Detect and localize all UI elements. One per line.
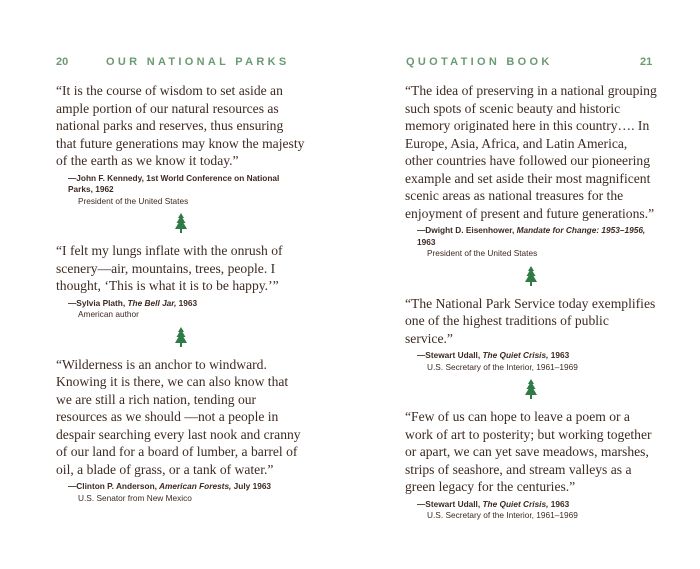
quote-work: The Bell Jar, [125, 297, 177, 308]
quote-author: —Clinton P. Anderson, [68, 481, 157, 491]
pine-tree-divider [405, 266, 657, 288]
quote-block [56, 82, 306, 207]
quote-detail: 1963 [417, 236, 436, 247]
running-head: QUOTATION BOOK [406, 56, 553, 68]
quote-block [56, 356, 306, 505]
page-number: 20 [56, 56, 69, 68]
author-role: American author [78, 309, 139, 319]
author-role: U.S. Senator from New Mexico [78, 492, 192, 503]
running-head: OUR NATIONAL PARKS [106, 56, 290, 68]
quote-author: —Stewart Udall, [417, 498, 481, 509]
quote-block [405, 82, 657, 260]
quote-author: —Sylvia Plath, [68, 297, 126, 308]
quote-attribution [417, 499, 657, 522]
quote-detail: 1st World Conference on National Parks, 1962 [68, 172, 280, 194]
page-number: 21 [640, 56, 653, 68]
quote-attribution [68, 481, 306, 504]
quote-text: “Wilderness is an anchor to windward. Knowing it is there, we can also know that we are still a rich nation, tending our resources as we should —not a people in despair searching every last nook and cranny of our land for a board of lumber, a barrel of oil, a blade of grass, or a tank of water.” [56, 356, 301, 477]
left-page-content [56, 82, 306, 504]
quote-detail: 1963 [548, 350, 570, 360]
quote-author: —Dwight D. Eisenhower, [417, 225, 515, 235]
quote-author: —Stewart Udall, [417, 350, 481, 360]
quote-block [405, 295, 657, 374]
quote-work: Mandate for Change: 1953–1956, [514, 225, 646, 235]
pine-tree-icon [175, 213, 187, 233]
quote-text: “The National Park Service today exemplifies one of the highest traditions of public service.” [405, 295, 656, 346]
quote-text: “It is the course of wisdom to set aside an ample portion of our natural resources as national parks and reserves, thus ensuring that future generations may know the majesty of the earth as we know it today.” [56, 83, 305, 168]
quote-block [405, 408, 657, 522]
quote-text: “I felt my lungs inflate with the onrush of scenery—air, mountains, trees, people. I thought, ‘This is what it is to be happy.’” [56, 243, 283, 293]
quote-detail: 1963 [176, 297, 198, 308]
right-page-content [405, 82, 657, 522]
quote-attribution [417, 225, 657, 260]
quote-text: “Few of us can hope to leave a poem or a work of art to posterity; but working together or apart, we can yet save meadows, marshes, strips of seashore, and stream valleys as a green legacy for the centuries.” [405, 409, 652, 494]
quote-attribution [68, 173, 306, 208]
author-role: U.S. Secretary of the Interior, 1961–1969 [427, 361, 578, 372]
author-role: U.S. Secretary of the Interior, 1961–1969 [427, 510, 578, 520]
author-role: President of the United States [78, 195, 189, 206]
quote-work: American Forests, [156, 481, 232, 491]
pine-tree-icon [175, 327, 187, 347]
quote-work: The Quiet Crisis, [480, 350, 549, 360]
right-page [350, 0, 700, 569]
quote-work: The Quiet Crisis, [480, 498, 549, 509]
quote-detail: July 1963 [231, 481, 272, 491]
author-role: President of the United States [427, 248, 538, 258]
pine-tree-divider [56, 327, 306, 349]
quote-attribution [68, 298, 306, 321]
pine-tree-icon [525, 266, 537, 286]
quote-attribution [417, 350, 657, 373]
quote-author: —John F. Kennedy, [68, 172, 144, 183]
pine-tree-icon [525, 379, 537, 399]
pine-tree-divider [56, 213, 306, 235]
pine-tree-divider [405, 379, 657, 401]
quote-block [56, 242, 306, 321]
quote-detail: 1963 [548, 498, 570, 509]
quote-text: “The idea of preserving in a national grouping such spots of scenic beauty and historic memory originated here in this country…. In Europe, Asia, Africa, and Latin America, other countries have followed our pioneering example and set aside their most magnificent scenic areas as national treasures for the enjoyment of present and future generations.” [405, 83, 657, 221]
